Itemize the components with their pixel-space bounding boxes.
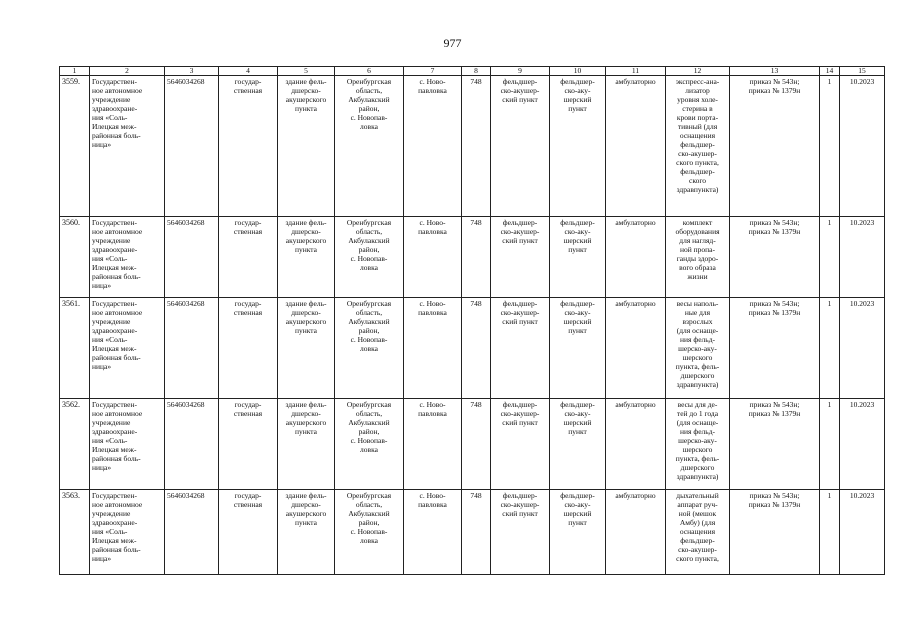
column-header: 11 bbox=[606, 67, 666, 76]
equipment-cell: комплект оборудования для нагляд- ной пропа- ганды здоро- вого образа жизни bbox=[675, 218, 720, 281]
inn-cell: 5646034268 bbox=[167, 218, 205, 227]
building-cell: здание фель- дшерско- акушерского пункта bbox=[285, 299, 327, 335]
column-header: 4 bbox=[219, 67, 278, 76]
column-header: 14 bbox=[820, 67, 840, 76]
facility-type-cell: фельдшер- ско-акушер- ский пункт bbox=[500, 491, 540, 518]
date-cell: 10.2023 bbox=[849, 77, 875, 86]
table-row bbox=[60, 399, 885, 490]
column-header: 12 bbox=[666, 67, 730, 76]
building-cell: здание фель- дшерско- акушерского пункта bbox=[285, 400, 327, 436]
care-mode-cell: амбулаторно bbox=[615, 299, 656, 308]
organization-cell: Государствен- ное автономное учреждение здравоохране- ния «Соль- Илецкая меж- районная боль- ница» bbox=[92, 400, 143, 472]
subdivision-cell: фельдшер- ско-аку- шерский пункт bbox=[560, 299, 595, 335]
date-cell: 10.2023 bbox=[849, 299, 875, 308]
orders-cell: приказ № 543н; приказ № 1379н bbox=[748, 400, 801, 418]
row-number: 3563. bbox=[60, 490, 90, 575]
address-cell: Оренбургская область, Акбулакский район, с. Новопав- ловка bbox=[346, 400, 392, 454]
facility-type-cell: фельдшер- ско-акушер- ский пункт bbox=[500, 400, 540, 427]
building-cell: здание фель- дшерско- акушерского пункта bbox=[285, 77, 327, 113]
code-cell: 748 bbox=[470, 400, 482, 409]
building-cell: здание фель- дшерско- акушерского пункта bbox=[285, 218, 327, 254]
orders-cell: приказ № 543н; приказ № 1379н bbox=[748, 299, 801, 317]
quantity-cell: 1 bbox=[827, 491, 832, 500]
column-header: 13 bbox=[730, 67, 820, 76]
column-header: 5 bbox=[278, 67, 335, 76]
equipment-cell: экспресс-ана- лизатор уровня холе- стерина в крови порта- тивный (для оснащения фельдшер- ско-акушер- ского пункта, фельдшер- ского здравпункта) bbox=[675, 77, 720, 194]
address-cell: Оренбургская область, Акбулакский район, с. Новопав- ловка bbox=[346, 77, 392, 131]
column-header: 6 bbox=[335, 67, 404, 76]
address-cell: Оренбургская область, Акбулакский район, с. Новопав- ловка bbox=[346, 491, 392, 545]
orders-cell: приказ № 543н; приказ № 1379н bbox=[748, 218, 801, 236]
column-header: 15 bbox=[840, 67, 885, 76]
quantity-cell: 1 bbox=[827, 400, 832, 409]
column-header: 3 bbox=[165, 67, 219, 76]
date-cell: 10.2023 bbox=[849, 218, 875, 227]
column-header: 10 bbox=[550, 67, 606, 76]
subdivision-cell: фельдшер- ско-аку- шерский пункт bbox=[560, 77, 595, 113]
inn-cell: 5646034268 bbox=[167, 77, 205, 86]
subdivision-cell: фельдшер- ско-аку- шерский пункт bbox=[560, 400, 595, 436]
subdivision-cell: фельдшер- ско-аку- шерский пункт bbox=[560, 218, 595, 254]
ownership-cell: государ- ственная bbox=[233, 77, 263, 95]
date-cell: 10.2023 bbox=[849, 400, 875, 409]
column-header: 2 bbox=[90, 67, 165, 76]
column-header: 9 bbox=[491, 67, 550, 76]
care-mode-cell: амбулаторно bbox=[615, 491, 656, 500]
care-mode-cell: амбулаторно bbox=[615, 218, 656, 227]
code-cell: 748 bbox=[470, 218, 482, 227]
locality-cell: с. Ново- павловка bbox=[418, 400, 447, 418]
code-cell: 748 bbox=[470, 491, 482, 500]
equipment-cell: весы наполь- ные для взрослых (для оснаще- ния фельд- шерско-аку- шерского пункта, фель- дшерского здравпункта) bbox=[675, 299, 720, 389]
row-number: 3560. bbox=[60, 217, 90, 298]
address-cell: Оренбургская область, Акбулакский район, с. Новопав- ловка bbox=[346, 299, 392, 353]
table-row bbox=[60, 217, 885, 298]
inn-cell: 5646034268 bbox=[167, 491, 205, 500]
orders-cell: приказ № 543н; приказ № 1379н bbox=[748, 77, 801, 95]
facility-type-cell: фельдшер- ско-акушер- ский пункт bbox=[500, 299, 540, 326]
ownership-cell: государ- ственная bbox=[233, 400, 263, 418]
equipment-cell: дыхательный аппарат руч- ной (мешок Амбу) (для оснащения фельдшер- ско-акушер- ского пункта, bbox=[676, 491, 719, 563]
ownership-cell: государ- ственная bbox=[233, 491, 263, 509]
equipment-cell: весы для де- тей до 1 года (для оснаще- ния фельд- шерско-аку- шерского пункта, фель- дшерского здравпункта) bbox=[675, 400, 720, 481]
registry-table bbox=[59, 66, 885, 575]
column-header: 8 bbox=[462, 67, 491, 76]
date-cell: 10.2023 bbox=[849, 491, 875, 500]
inn-cell: 5646034268 bbox=[167, 400, 205, 409]
organization-cell: Государствен- ное автономное учреждение здравоохране- ния «Соль- Илецкая меж- районная боль- ница» bbox=[92, 491, 143, 563]
quantity-cell: 1 bbox=[827, 77, 832, 86]
locality-cell: с. Ново- павловка bbox=[418, 491, 447, 509]
ownership-cell: государ- ственная bbox=[233, 218, 263, 236]
locality-cell: с. Ново- павловка bbox=[418, 77, 447, 95]
quantity-cell: 1 bbox=[827, 299, 832, 308]
column-header: 1 bbox=[60, 67, 90, 76]
organization-cell: Государствен- ное автономное учреждение здравоохране- ния «Соль- Илецкая меж- районная боль- ница» bbox=[92, 77, 143, 149]
locality-cell: с. Ново- павловка bbox=[418, 299, 447, 317]
table-row bbox=[60, 298, 885, 399]
code-cell: 748 bbox=[470, 77, 482, 86]
building-cell: здание фель- дшерско- акушерского пункта bbox=[285, 491, 327, 527]
quantity-cell: 1 bbox=[827, 218, 832, 227]
row-number: 3559. bbox=[60, 76, 90, 217]
orders-cell: приказ № 543н; приказ № 1379н bbox=[748, 491, 801, 509]
facility-type-cell: фельдшер- ско-акушер- ский пункт bbox=[500, 218, 540, 245]
subdivision-cell: фельдшер- ско-аку- шерский пункт bbox=[560, 491, 595, 527]
table-row bbox=[60, 490, 885, 575]
address-cell: Оренбургская область, Акбулакский район, с. Новопав- ловка bbox=[346, 218, 392, 272]
ownership-cell: государ- ственная bbox=[233, 299, 263, 317]
row-number: 3562. bbox=[60, 399, 90, 490]
column-number-row bbox=[60, 67, 885, 76]
column-header: 7 bbox=[404, 67, 462, 76]
inn-cell: 5646034268 bbox=[167, 299, 205, 308]
facility-type-cell: фельдшер- ско-акушер- ский пункт bbox=[500, 77, 540, 104]
care-mode-cell: амбулаторно bbox=[615, 77, 656, 86]
row-number: 3561. bbox=[60, 298, 90, 399]
locality-cell: с. Ново- павловка bbox=[418, 218, 447, 236]
organization-cell: Государствен- ное автономное учреждение здравоохране- ния «Соль- Илецкая меж- районная боль- ница» bbox=[92, 218, 143, 290]
table-row bbox=[60, 76, 885, 217]
care-mode-cell: амбулаторно bbox=[615, 400, 656, 409]
organization-cell: Государствен- ное автономное учреждение здравоохране- ния «Соль- Илецкая меж- районная боль- ница» bbox=[92, 299, 143, 371]
code-cell: 748 bbox=[470, 299, 482, 308]
page-number: 977 bbox=[443, 36, 462, 50]
